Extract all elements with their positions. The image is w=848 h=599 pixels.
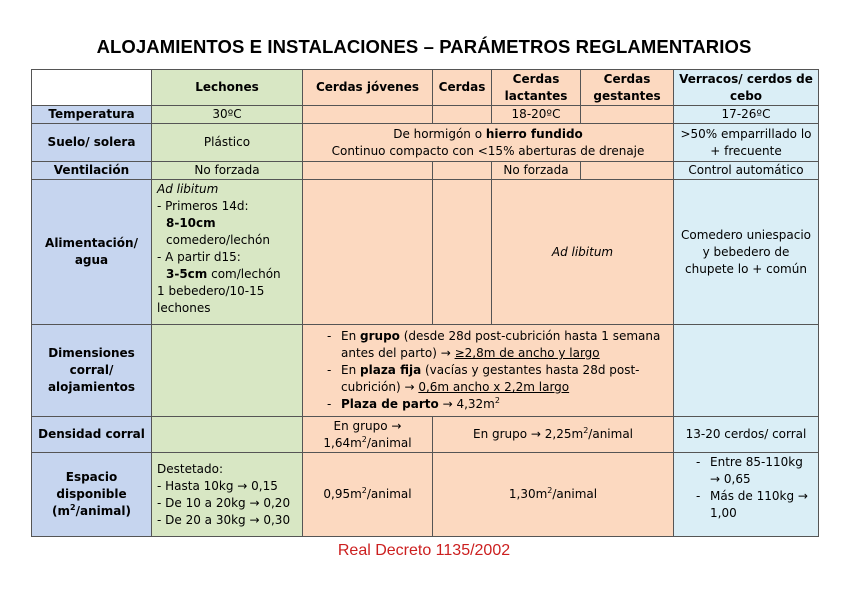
suelo-cerdas-text-a: De hormigón o: [393, 126, 486, 141]
espacio-lechones: Destetado: - Hasta 10kg → 0,15 - De 10 a 20kg → 0,20 - De 20 a 30kg → 0,30: [152, 453, 303, 537]
col-header-verracos: Verracos/ cerdos de cebo: [674, 70, 819, 106]
alimentacion-lechones-line-1: Ad libitum: [157, 182, 219, 196]
dimensiones-item-plaza-parto: - Plaza de parto → $4,32m^2$: [341, 396, 668, 413]
dimensiones-cerdas: [303, 325, 674, 417]
parameters-table: [31, 69, 819, 537]
row-header-espacio: Espacio disponible $(m^2/animal)$: [32, 453, 152, 537]
row-header-alimentacion: Alimentación/ agua: [32, 180, 152, 325]
row-header-suelo: Suelo/ solera: [32, 124, 152, 162]
suelo-cerdas-text-b: hierro fundido: [485, 126, 583, 141]
alimentacion-lechones-line-3: 8-10cm: [166, 216, 216, 230]
dimensiones-verracos: [674, 325, 819, 417]
col-header-cerdas-jovenes: Cerdas jóvenes: [303, 70, 433, 106]
alimentacion-cerdas: Ad libitum: [492, 180, 674, 325]
temperatura-lechones: 30ºC: [152, 106, 303, 124]
col-header-cerdas-gestantes: Cerdas gestantes: [581, 70, 674, 106]
suelo-cerdas-text-c: Continuo compacto con <15% aberturas de drenaje: [331, 143, 645, 158]
row-dimensiones: [32, 325, 819, 417]
col-header-lechones: Lechones: [152, 70, 303, 106]
densidad-cerdas: En grupo → $2,25m^2$/animal: [433, 417, 674, 453]
suelo-cerdas: [303, 124, 674, 162]
alimentacion-lechones-line-7: 1 bebedero/10-15 lechones: [157, 284, 265, 315]
suelo-verracos: >50% emparrillado lo + frecuente: [674, 124, 819, 162]
dimensiones-item-grupo: - En grupo (desde 28d post-cubrición hasta 1 semana antes del parto) → ≥2,8m de ancho y largo: [341, 328, 668, 362]
col-header-cerdas: Cerdas: [433, 70, 492, 106]
alimentacion-lechones-line-5: - A partir d15:: [157, 250, 241, 264]
densidad-lechones: [152, 417, 303, 453]
alimentacion-cerdas-blank: [433, 180, 492, 325]
temperatura-cerdas-jovenes: [303, 106, 433, 124]
temperatura-verracos: 17-26ºC: [674, 106, 819, 124]
alimentacion-lechones-line-2: - Primeros 14d:: [157, 199, 249, 213]
temperatura-cerdas: [433, 106, 492, 124]
row-header-ventilacion: Ventilación: [32, 162, 152, 180]
row-header-densidad: Densidad corral: [32, 417, 152, 453]
row-header-dimensiones: Dimensiones corral/ alojamientos: [32, 325, 152, 417]
ventilacion-cerdas-jovenes: [303, 162, 433, 180]
row-densidad: [32, 417, 819, 453]
espacio-verracos: - Entre 85-110kg → 0,65 - Más de 110kg → 1,00: [674, 453, 819, 537]
densidad-verracos: 13-20 cerdos/ corral: [674, 417, 819, 453]
alimentacion-lechones-line-6: 3-5cm: [166, 267, 208, 281]
ventilacion-verracos: Control automático: [674, 162, 819, 180]
ventilacion-gestantes: [581, 162, 674, 180]
alimentacion-cerdas-jovenes: [303, 180, 433, 325]
espacio-cerdas: $1,30m^2$/animal: [433, 453, 674, 537]
alimentacion-lechones: [152, 180, 303, 325]
row-espacio: [32, 453, 819, 537]
alimentacion-lechones-line-6b: com/lechón: [207, 267, 281, 281]
dimensiones-item-plaza-fija: - En plaza fija (vacías y gestantes hasta 28d post-cubrición) → 0,6m ancho x 2,2m largo: [341, 362, 668, 396]
ventilacion-lechones: No forzada: [152, 162, 303, 180]
suelo-lechones: Plástico: [152, 124, 303, 162]
espacio-cerdas-jovenes: $0,95m^2$/animal: [303, 453, 433, 537]
temperatura-lactantes: 18-20ºC: [492, 106, 581, 124]
densidad-cerdas-jovenes: En grupo → $1,64m^2$/animal: [303, 417, 433, 453]
row-alimentacion: [32, 180, 819, 325]
row-ventilacion: [32, 162, 819, 180]
ventilacion-cerdas: [433, 162, 492, 180]
row-temperatura: [32, 106, 819, 124]
page-title: ALOJAMIENTOS E INSTALACIONES – PARÁMETROS REGLAMENTARIOS: [96, 36, 752, 57]
col-header-cerdas-lactantes: Cerdas lactantes: [492, 70, 581, 106]
footer-source: Real Decreto 1135/2002: [337, 542, 511, 559]
row-header-temperatura: Temperatura: [32, 106, 152, 124]
row-suelo: [32, 124, 819, 162]
alimentacion-verracos: Comedero uniespacio y bebedero de chupete lo + común: [674, 180, 819, 325]
alimentacion-lechones-line-4: comedero/lechón: [166, 233, 270, 247]
ventilacion-lactantes: No forzada: [492, 162, 581, 180]
header-row: [32, 70, 819, 106]
temperatura-gestantes: [581, 106, 674, 124]
header-corner: [32, 70, 152, 106]
dimensiones-lechones: [152, 325, 303, 417]
